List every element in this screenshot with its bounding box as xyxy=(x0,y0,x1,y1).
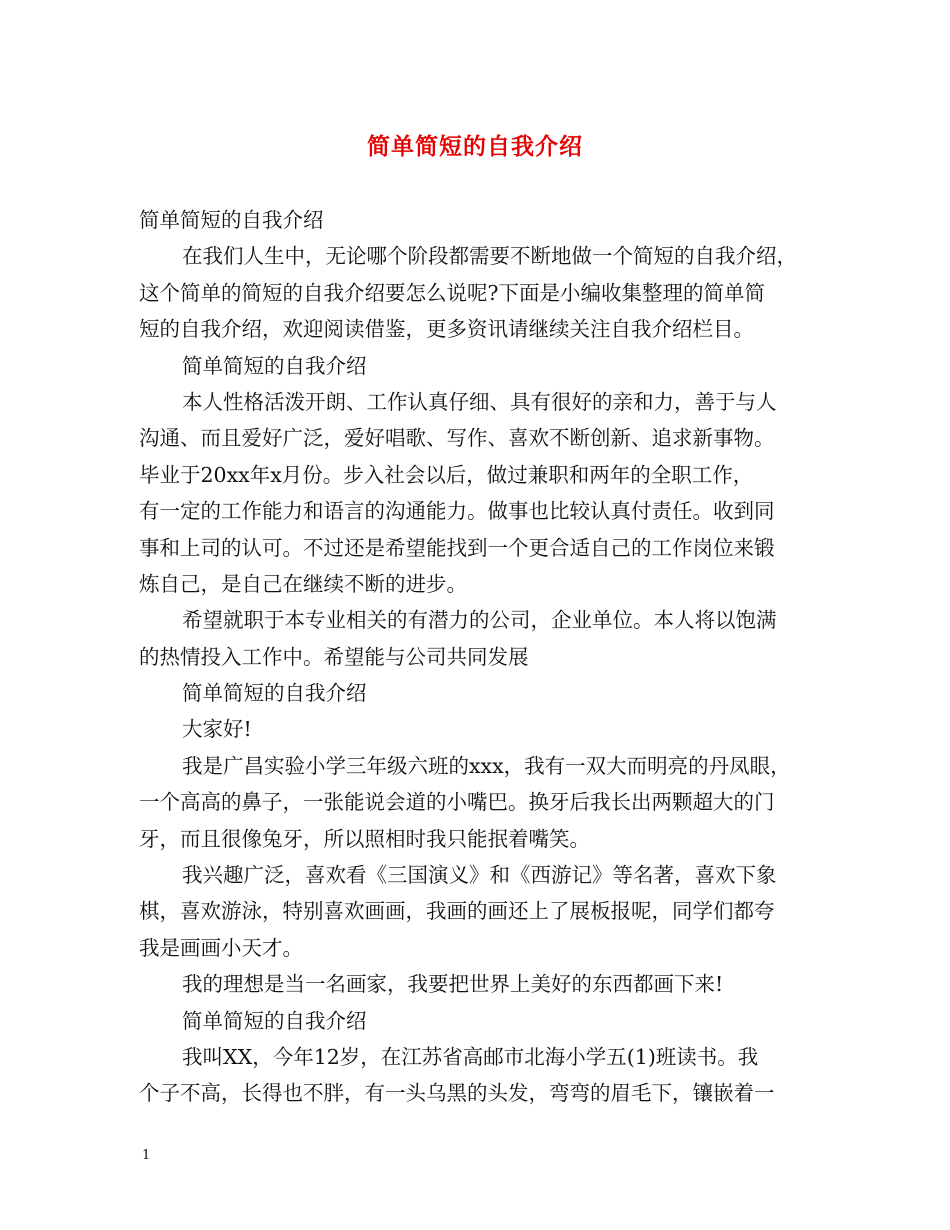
page-number: 1 xyxy=(142,1148,151,1163)
body-line: 大家好! xyxy=(182,717,252,742)
section-heading: 简单简短的自我介绍 xyxy=(182,1008,367,1033)
body-line: 希望就职于本专业相关的有潜力的公司，企业单位。本人将以饱满 xyxy=(182,608,777,633)
body-line: 我兴趣广泛，喜欢看《三国演义》和《西游记》等名著，喜欢下象 xyxy=(182,863,777,888)
body-line: 炼自己，是自己在继续不断的进步。 xyxy=(139,571,467,596)
body-line: 本人性格活泼开朗、工作认真仔细、具有很好的亲和力，善于与人 xyxy=(182,389,777,414)
body-line: 棋，喜欢游泳，特别喜欢画画，我画的画还上了展板报呢，同学们都夸 xyxy=(139,899,775,924)
body-line: 简单简短的自我介绍 xyxy=(139,208,324,232)
body-line: 的热情投入工作中。希望能与公司共同发展 xyxy=(139,644,529,669)
body-line: 毕业于20xx年x月份。步入社会以后，做过兼职和两年的全职工作， xyxy=(139,462,754,487)
section-heading: 简单简短的自我介绍 xyxy=(182,681,367,706)
body-line: 一个高高的鼻子，一张能说会道的小嘴巴。换牙后我长出两颗超大的门 xyxy=(139,790,775,815)
body-line: 沟通、而且爱好广泛，爱好唱歌、写作、喜欢不断创新、追求新事物。 xyxy=(139,426,775,451)
body-line: 短的自我介绍，欢迎阅读借鉴，更多资讯请继续关注自我介绍栏目。 xyxy=(139,317,754,342)
body-line: 有一定的工作能力和语言的沟通能力。做事也比较认真付责任。收到同 xyxy=(139,499,775,524)
body-line: 个子不高，长得也不胖，有一头乌黑的头发，弯弯的眉毛下，镶嵌着一 xyxy=(139,1081,775,1106)
body-line: 我是画画小天才。 xyxy=(139,935,303,960)
body-line: 我叫XX，今年12岁，在江苏省高邮市北海小学五(1)班读书。我 xyxy=(182,1044,759,1069)
document-body xyxy=(139,202,839,1112)
body-line: 在我们人生中，无论哪个阶段都需要不断地做一个简短的自我介绍， xyxy=(182,244,797,269)
document-title: 简单简短的自我介绍 xyxy=(367,133,583,160)
body-line: 我是广昌实验小学三年级六班的xxx，我有一双大而明亮的丹凤眼， xyxy=(182,753,791,778)
body-line: 牙，而且很像兔牙，所以照相时我只能抿着嘴笑。 xyxy=(139,826,590,851)
section-heading: 简单简短的自我介绍 xyxy=(182,353,367,378)
body-line: 我的理想是当一名画家，我要把世界上美好的东西都画下来! xyxy=(182,972,724,997)
body-line: 事和上司的认可。不过还是希望能找到一个更合适自己的工作岗位来锻 xyxy=(139,535,775,560)
body-line: 这个简单的简短的自我介绍要怎么说呢?下面是小编收集整理的简单简 xyxy=(139,280,765,305)
